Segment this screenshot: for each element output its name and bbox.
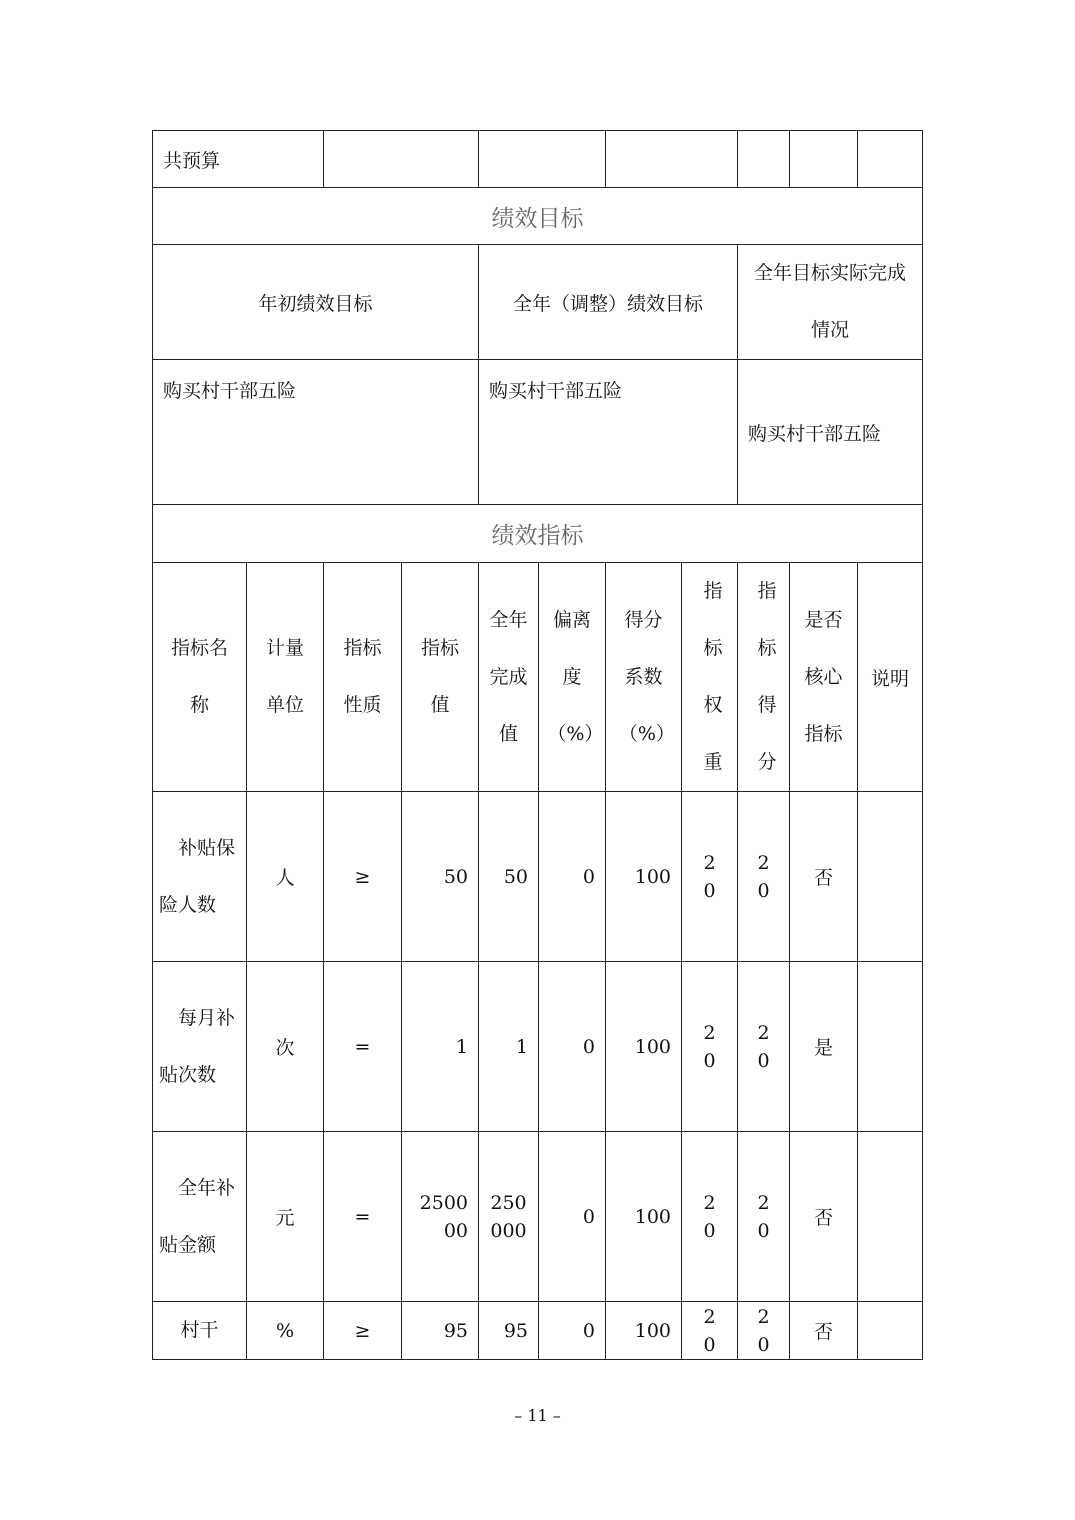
indicator-core: 否 <box>790 792 858 962</box>
indicator-deviation: 0 <box>539 962 606 1132</box>
budget-cell <box>858 131 923 188</box>
indicator-target: 95 <box>402 1302 479 1360</box>
indicator-score: 20 <box>738 792 790 962</box>
budget-cell <box>738 131 790 188</box>
col-header-target: 指标值 <box>402 563 479 792</box>
indicator-unit: % <box>247 1302 324 1360</box>
col-header-nature: 指标性质 <box>324 563 402 792</box>
indicator-deviation: 0 <box>539 792 606 962</box>
col-header-score: 指标得分 <box>738 563 790 792</box>
table-row <box>153 1132 923 1302</box>
indicator-deviation: 0 <box>539 1302 606 1360</box>
adjusted-goal-value: 购买村干部五险 <box>479 360 738 505</box>
indicator-deviation: 0 <box>539 1132 606 1302</box>
indicator-name: 村干 <box>153 1302 247 1360</box>
initial-goal-value: 购买村干部五险 <box>153 360 479 505</box>
goals-section-title: 绩效目标 <box>153 188 923 245</box>
indicator-actual: 250000 <box>479 1132 539 1302</box>
performance-table <box>152 130 923 1360</box>
adjusted-goal-header: 全年（调整）绩效目标 <box>479 245 738 360</box>
budget-cell <box>479 131 606 188</box>
col-header-note: 说明 <box>858 563 923 792</box>
indicator-core: 是 <box>790 962 858 1132</box>
indicator-score: 20 <box>738 962 790 1132</box>
indicator-weight: 20 <box>682 1302 738 1360</box>
indicator-core: 否 <box>790 1302 858 1360</box>
budget-label: 共预算 <box>153 131 324 188</box>
col-header-unit: 计量单位 <box>247 563 324 792</box>
budget-cell <box>606 131 738 188</box>
page-number: – 11 – <box>514 1406 561 1425</box>
indicator-unit: 元 <box>247 1132 324 1302</box>
indicator-coefficient: 100 <box>606 1132 682 1302</box>
col-header-name: 指标名称 <box>153 563 247 792</box>
indicators-section-title: 绩效指标 <box>153 505 923 563</box>
indicator-score: 20 <box>738 1132 790 1302</box>
goals-value-row <box>153 360 923 505</box>
indicator-core: 否 <box>790 1132 858 1302</box>
table-row <box>153 1302 923 1360</box>
indicator-name: 补贴保险人数 <box>153 792 247 962</box>
indicator-score: 20 <box>738 1302 790 1360</box>
indicator-coefficient: 100 <box>606 1302 682 1360</box>
table-row <box>153 792 923 962</box>
indicator-note <box>858 792 923 962</box>
indicator-note <box>858 962 923 1132</box>
indicator-unit: 人 <box>247 792 324 962</box>
indicator-note <box>858 1132 923 1302</box>
col-header-core: 是否核心指标 <box>790 563 858 792</box>
actual-completion-value: 购买村干部五险 <box>738 360 923 505</box>
indicator-weight: 20 <box>682 792 738 962</box>
col-header-coefficient: 得分系数（%） <box>606 563 682 792</box>
indicator-target: 250000 <box>402 1132 479 1302</box>
indicator-actual: 1 <box>479 962 539 1132</box>
indicator-weight: 20 <box>682 962 738 1132</box>
col-header-deviation: 偏离度（%） <box>539 563 606 792</box>
indicator-coefficient: 100 <box>606 792 682 962</box>
indicator-target: 50 <box>402 792 479 962</box>
actual-completion-header: 全年目标实际完成情况 <box>738 245 923 360</box>
indicator-name: 全年补贴金额 <box>153 1132 247 1302</box>
budget-cell <box>324 131 479 188</box>
indicator-nature: ≥ <box>324 792 402 962</box>
col-header-actual: 全年完成值 <box>479 563 539 792</box>
budget-cell <box>790 131 858 188</box>
indicator-name: 每月补贴次数 <box>153 962 247 1132</box>
indicator-weight: 20 <box>682 1132 738 1302</box>
initial-goal-header: 年初绩效目标 <box>153 245 479 360</box>
indicator-actual: 95 <box>479 1302 539 1360</box>
indicator-nature: ≥ <box>324 1302 402 1360</box>
indicator-nature: = <box>324 962 402 1132</box>
indicator-note <box>858 1302 923 1360</box>
col-header-weight: 指标权重 <box>682 563 738 792</box>
indicator-nature: = <box>324 1132 402 1302</box>
indicator-coefficient: 100 <box>606 962 682 1132</box>
goals-header-row <box>153 245 923 360</box>
budget-row <box>153 131 923 188</box>
indicator-target: 1 <box>402 962 479 1132</box>
indicators-header-row <box>153 563 923 792</box>
table-row <box>153 962 923 1132</box>
indicator-unit: 次 <box>247 962 324 1132</box>
indicator-actual: 50 <box>479 792 539 962</box>
